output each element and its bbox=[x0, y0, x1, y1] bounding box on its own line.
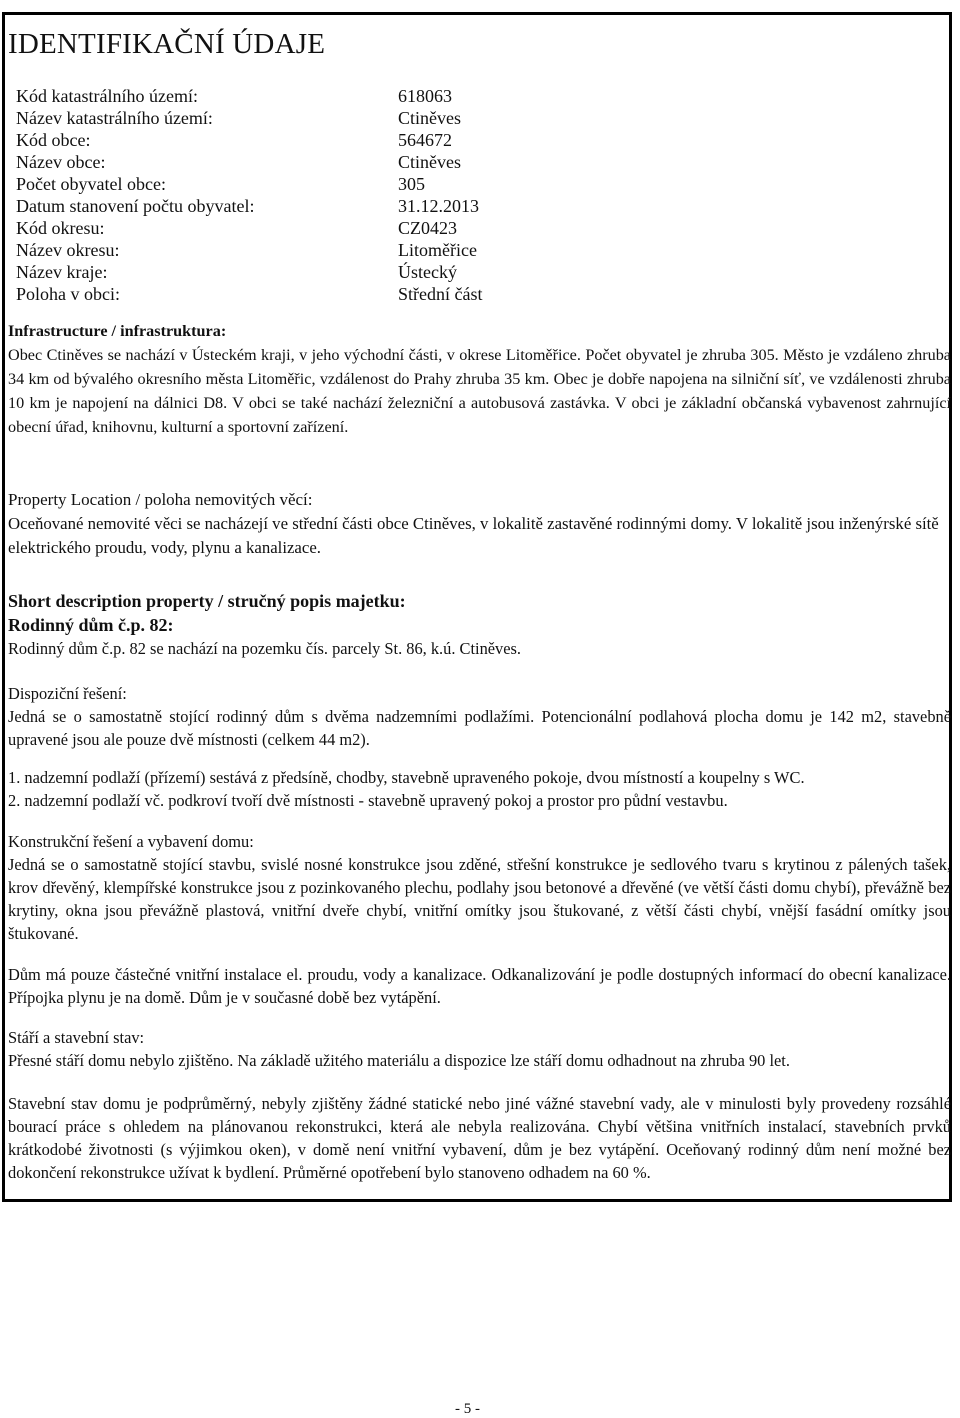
id-row bbox=[16, 239, 482, 261]
id-row bbox=[16, 151, 482, 173]
floor-1-text: 1. nadzemní podlaží (přízemí) sestává z předsíně, chodby, stavebně upraveného pokoje, dvou místností a koupelny s WC. bbox=[8, 768, 805, 787]
id-label: Název okresu: bbox=[16, 240, 120, 260]
infrastructure-section bbox=[8, 319, 951, 439]
description-heading: Short description property / stručný popis majetku: bbox=[8, 591, 406, 611]
layout-section bbox=[8, 682, 951, 751]
property-subheading: Rodinný dům č.p. 82: bbox=[8, 615, 174, 635]
id-value: 564672 bbox=[398, 130, 452, 150]
age-text: Přesné stáří domu nebylo zjištěno. Na základě užitého materiálu a dispozice lze stáří domu odhadnout na zhruba 90 let. bbox=[8, 1051, 790, 1070]
installations-section bbox=[8, 963, 951, 1009]
id-value: Ctiněves bbox=[398, 152, 461, 172]
location-text: Oceňované nemovité věci se nacházejí ve střední části obce Ctiněves, v lokalitě zastavěné rodinnými domy. V lokalitě jsou inženýrské sítě elektrického proudu, vody, plynu a kanalizace. bbox=[8, 514, 939, 557]
id-label: Název kraje: bbox=[16, 262, 108, 282]
id-label: Název obce: bbox=[16, 152, 106, 172]
construction-heading: Konstrukční řešení a vybavení domu: bbox=[8, 832, 254, 851]
infrastructure-text: Obec Ctiněves se nachází v Ústeckém kraji, v jeho východní části, v okrese Litoměřice. Počet obyvatel je zhruba 305. Město je vzdáleno zhruba 34 km od bývalého okresního města Litoměřic, vzdálenost do Prahy zhruba 35 km. Obec je dobře napojena na silniční síť, ve vzdálenosti zhruba 10 km je napojení na dálnici D8. V obci se také nachází železniční a autobusová zastávka. V obci je základní občanská vybavenost zahrnující obecní úřad, knihovnu, kulturní a sportovní zařízení. bbox=[8, 346, 951, 436]
layout-text: Jedná se o samostatně stojící rodinný dům s dvěma nadzemními podlažími. Potencionální podlahová plocha domu je 142 m2, stavebně upravené jsou ale pouze dvě místnosti (celkem 44 m2). bbox=[8, 707, 951, 749]
id-row bbox=[16, 217, 482, 239]
layout-heading: Dispoziční řešení: bbox=[8, 684, 127, 703]
id-row bbox=[16, 195, 482, 217]
id-value: Ctiněves bbox=[398, 108, 461, 128]
age-section bbox=[8, 1026, 951, 1072]
id-row bbox=[16, 129, 482, 151]
id-value: Ústecký bbox=[398, 262, 457, 282]
infrastructure-heading: Infrastructure / infrastruktura: bbox=[8, 322, 227, 340]
id-value: 31.12.2013 bbox=[398, 196, 479, 216]
location-section bbox=[8, 488, 951, 560]
id-label: Počet obyvatel obce: bbox=[16, 174, 166, 194]
age-heading: Stáří a stavební stav: bbox=[8, 1028, 145, 1047]
property-intro: Rodinný dům č.p. 82 se nachází na pozemku čís. parcely St. 86, k.ú. Ctiněves. bbox=[8, 639, 522, 658]
id-value: 618063 bbox=[398, 86, 452, 106]
id-label: Kód katastrálního území: bbox=[16, 86, 198, 106]
id-row bbox=[16, 261, 482, 283]
construction-section bbox=[8, 830, 951, 945]
id-value: Střední část bbox=[398, 284, 483, 304]
floors-section bbox=[8, 766, 951, 812]
id-row bbox=[16, 85, 482, 107]
id-value: 305 bbox=[398, 174, 425, 194]
description-section bbox=[8, 589, 951, 660]
id-label: Datum stanovení počtu obyvatel: bbox=[16, 196, 255, 216]
id-value: Litoměřice bbox=[398, 240, 477, 260]
page-title: IDENTIFIKAČNÍ ÚDAJE bbox=[8, 28, 326, 60]
id-row bbox=[16, 283, 482, 305]
construction-text: Jedná se o samostatně stojící stavbu, svislé nosné konstrukce jsou zděné, střešní konstrukce je sedlového tvaru s krytinou z pálených tašek, krov dřevěný, klempířské konstrukce jsou z pozinkovaného plechu, podlahy jsou betonové a dřevěné (ve větší části domu chybí), převážně bez krytiny, okna jsou převážně plastová, vnitřní dveře chybí, vnitřní omítky jsou štukované, z větší části chybí, vnější fasádní omítky jsou štukované. bbox=[8, 855, 951, 943]
location-heading: Property Location / poloha nemovitých věcí: bbox=[8, 490, 313, 509]
id-label: Poloha v obci: bbox=[16, 284, 120, 304]
floor-2-text: 2. nadzemní podlaží vč. podkroví tvoří dvě místnosti - stavebně upravený pokoj a prostor pro půdní vestavbu. bbox=[8, 791, 728, 810]
id-value: CZ0423 bbox=[398, 218, 458, 238]
condition-text: Stavební stav domu je podprůměrný, nebyly zjištěny žádné statické nebo jiné vážné stavební vady, ale v minulosti byly provedeny rozsáhlé bourací práce s ohledem na plánovanou rekonstrukci, která ale nebyla realizována. Chybí většina vnitřních instalací, stavebních prvků krátkodobé životnosti (s výjimkou oken), v domě není vnitřní vybavení, dům je bez vytápění. Oceňovaný rodinný dům není možné bez dokončení rekonstrukce užívat k bydlení. Průměrné opotřebení bylo stanoveno odhadem na 60 %. bbox=[8, 1094, 951, 1182]
condition-section bbox=[8, 1092, 951, 1184]
page-number: - 5 - bbox=[455, 1401, 480, 1417]
id-row bbox=[16, 173, 482, 195]
installations-text: Dům má pouze částečné vnitřní instalace el. proudu, vody a kanalizace. Odkanalizování je podle dostupných informací do obecní kanalizace. Přípojka plynu je na domě. Dům je v současné době bez vytápění. bbox=[8, 965, 951, 1007]
id-label: Kód obce: bbox=[16, 130, 91, 150]
identification-table bbox=[16, 85, 482, 305]
id-label: Kód okresu: bbox=[16, 218, 105, 238]
id-row bbox=[16, 107, 482, 129]
id-label: Název katastrálního území: bbox=[16, 108, 213, 128]
